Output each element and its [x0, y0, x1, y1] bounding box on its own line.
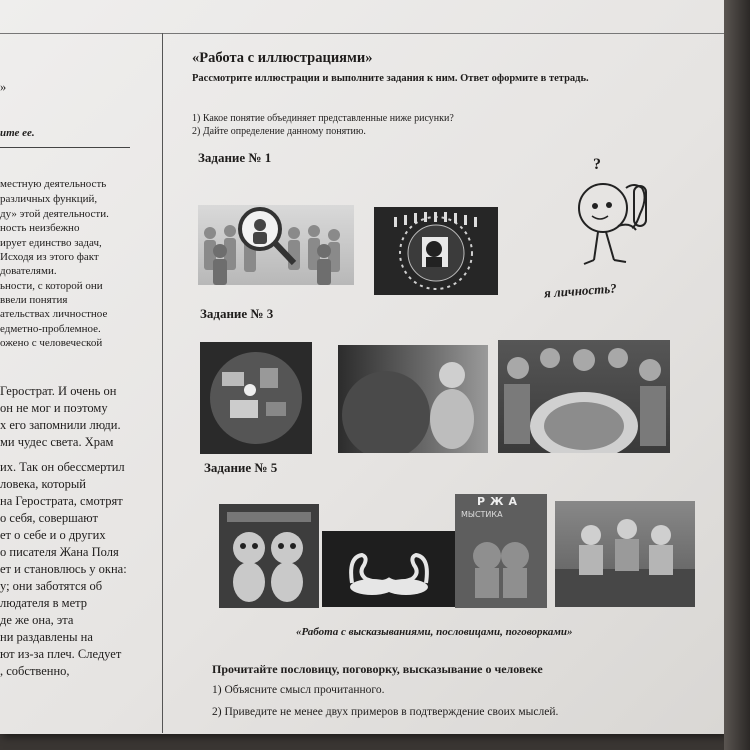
left-line: ду» этой деятельности.: [0, 208, 109, 220]
left-line: ирует единство задач,: [0, 237, 102, 249]
crowd-magnifier-picture: [198, 205, 354, 285]
left-divider: [0, 147, 130, 148]
left-line: ьности, с которой они: [0, 280, 103, 292]
section-title: «Работа с иллюстрациями»: [192, 50, 373, 66]
left-line: у; они заботятся об: [0, 579, 103, 593]
task-3-heading: Задание № 3: [200, 306, 274, 321]
left-line: ательствах личностное: [0, 308, 108, 320]
left-line: дователями.: [0, 265, 57, 277]
swans-picture: [322, 531, 456, 607]
left-line: Исходя из этого факт: [0, 251, 99, 263]
left-column: [0, 0, 160, 734]
left-line: ни раздавлены на: [0, 630, 93, 644]
read-item-2: 2) Приведите не менее двух примеров в подтверждение своих мыслей.: [212, 706, 559, 718]
left-line: ми чудес света. Храм: [0, 435, 114, 449]
read-item-1: 1) Объясните смысл прочитанного.: [212, 684, 385, 696]
children-globe-picture: [498, 340, 670, 453]
read-title: Прочитайте пословицу, поговорку, высказывание о человеке: [212, 662, 543, 676]
children-play-picture: [555, 501, 695, 607]
left-line: Герострат. И очень он: [0, 384, 117, 398]
column-divider: [162, 33, 163, 733]
left-line: он не мог и поэтому: [0, 401, 108, 415]
cartoon-caption: я личность?: [543, 280, 618, 301]
personality-emblem-picture: [374, 207, 498, 295]
table-edge: [724, 0, 750, 750]
left-line: о писателя Жана Поля: [0, 545, 119, 559]
left-line: , собственно,: [0, 664, 70, 678]
question-2: 2) Дайте определение данному понятию.: [192, 126, 366, 137]
left-line: де же она, эта: [0, 613, 74, 627]
question-mark: ?: [593, 156, 601, 173]
left-line: ет о себе и о других: [0, 528, 106, 542]
left-line: ют из-за плеч. Следует: [0, 647, 122, 661]
left-line: местную деятельность: [0, 178, 107, 190]
left-line: ожено с человеческой: [0, 337, 103, 349]
poster-subtitle: МЫСТИКА: [461, 510, 503, 519]
left-line: ввели понятия: [0, 294, 68, 306]
left-line: ность неизбежно: [0, 222, 80, 234]
cats-picture: [219, 504, 319, 608]
left-line: едметно-проблемное.: [0, 323, 101, 335]
cartoon-boy-picture: [568, 160, 678, 280]
left-line: о себя, совершают: [0, 511, 98, 525]
left-line: людателя в метр: [0, 596, 87, 610]
task-1-heading: Задание № 1: [198, 150, 272, 165]
left-line: их. Так он обессмертил: [0, 460, 125, 474]
left-line: различных функций,: [0, 193, 98, 205]
proverbs-heading: «Работа с высказываниями, пословицами, поговорками»: [296, 626, 573, 638]
left-line: ловека, который: [0, 477, 86, 491]
question-1: 1) Какое понятие объединяет представленные ниже рисунки?: [192, 113, 454, 124]
task-5-heading: Задание № 5: [204, 460, 278, 475]
baby-globe-picture: [338, 345, 488, 453]
left-line: ет и становлюсь у окна:: [0, 562, 127, 576]
collage-circle-picture: [200, 342, 312, 454]
left-line: на Герострата, смотрят: [0, 494, 123, 508]
left-line: »: [0, 80, 7, 94]
left-line: х его запомнили люди.: [0, 418, 121, 432]
instruction-text: Рассмотрите иллюстрации и выполните задания к ним. Ответ оформите в тетрадь.: [192, 73, 589, 84]
left-line: ите ее.: [0, 127, 35, 139]
poster-title: РЖА: [477, 495, 523, 508]
